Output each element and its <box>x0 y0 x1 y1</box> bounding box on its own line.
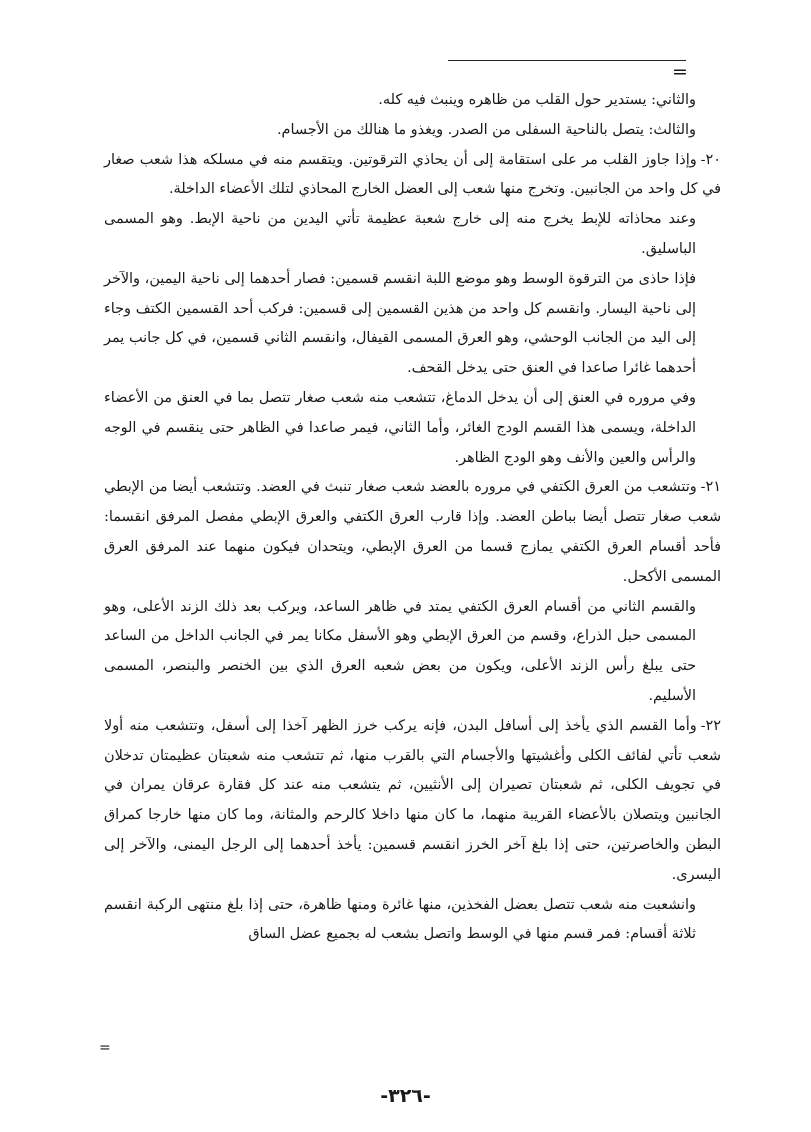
paragraph-text: والقسم الثاني من أقسام العرق الكتفي يمتد في ظاهر الساعد، ويركب بعد ذلك الزند الأعلى، وهو المسمى حبل الذراع، وقسم من العرق الإبطي وهو الأسفل مكانا يمر في الجانب الداخل من الساعد حتى يبلغ رأس الزند الأعلى، ويكون من بعض شعبه العرق الذي بين الخنصر والبنصر، المسمى الأسليم. <box>104 598 696 704</box>
paragraph-text: وعند محاذاته للإبط يخرج منه إلى خارج شعبة عظيمة تأتي اليدين من ناحية الإبط. وهو المسمى الباسليق. <box>104 211 696 257</box>
numbered-paragraph-22 <box>104 712 721 891</box>
paragraph-text: فإذا حاذى من الترقوة الوسط وهو موضع اللبة انقسم قسمين: فصار أحدهما إلى ناحية اليمين، والآخر إلى ناحية اليسار. وانقسم كل واحد من هذين القسمين إلى قسمين: فركب أحد القسمين الكتف وجاء إلى اليد من الجانب الوحشي، وهو العرق المسمى القيفال، وانقسم الثاني قسمين، في كل جانب يمر أحدهما غائرا صاعدا في العنق حتى يدخل القحف. <box>104 270 696 377</box>
paragraph <box>104 86 696 116</box>
header-rule <box>448 60 686 61</box>
paragraph <box>104 384 696 473</box>
paragraph-text: وإذا جاوز القلب مر على استقامة إلى أن يحاذي الترقوتين. ويتقسم منه في مسلكه هذا شعب صغار في كل واحد من الجانبين. وتخرج منها شعب إلى العضل الخارج المحاذي لتلك الأعضاء الداخلة. <box>104 151 721 198</box>
section-number: ٢١- <box>700 479 721 496</box>
paragraph <box>104 891 696 951</box>
page-number: -٣٢٦- <box>380 1085 431 1107</box>
paragraph-text: والثالث: يتصل بالناحية السفلى من الصدر. ويغذو ما هنالك من الأجسام. <box>276 121 696 138</box>
numbered-paragraph-20 <box>104 146 721 206</box>
paragraph-text: وأما القسم الذي يأخذ إلى أسافل البدن، فإنه يركب خرز الظهر آخذا إلى أسفل، وتتشعب منه أولا شعب تأتي لفائف الكلى وأغشيتها والأجسام التي بالقرب منها، ثم تتشعب منه شعبتان عظيمتان تدخلان في تجويف الكلى، ثم شعبتان تصيران إلى الأنثيين، ثم يتشعب منه عند كل فقارة عرقان يمران في الجانبين ويتصلان بالأعضاء القريبة منهما، ما كان منها داخلا كالرحم والمثانة، وما كان منها خارجا كمراق البطن والخاصرتين، حتى إذا بلغ آخر الخرز انقسم قسمين: يأخذ أحدهما إلى الرجل اليمنى، والآخر إلى اليسرى. <box>104 717 721 883</box>
paragraph-text: وتتشعب من العرق الكتفي في مروره بالعضد شعب صغار تنبث في العضد. وتتشعب أيضا من الإبطي شعب صغار تتصل أيضا بباطن العضد. وإذا قارب العرق الكتفي والعرق الإبطي مفصل المرفق انقسما: فأحد أقسام العرق الكتفي يمازج قسما من العرق الإبطي، ويتحدان فيكون منهما عند المرفق العرق المسمى الأكحل. <box>104 479 721 585</box>
section-number: ٢٢- <box>700 717 721 734</box>
paragraph <box>104 205 696 265</box>
paragraph-text: والثاني: يستدير حول القلب من ظاهره وينبث فيه كله. <box>378 92 696 108</box>
paragraph <box>104 265 696 384</box>
continuation-mark: = <box>99 1040 111 1056</box>
paragraph-text: وانشعبت منه شعب تتصل بعضل الفخذين، منها غائرة ومنها ظاهرة، حتى إذا بلغ منتهى الركبة انقسم ثلاثة أقسام: فمر قسم منها في الوسط واتصل بشعب له بجميع عضل الساق <box>104 896 696 943</box>
numbered-paragraph-21 <box>104 473 721 592</box>
section-number: ٢٠- <box>700 151 721 168</box>
body-text <box>104 86 721 950</box>
paragraph-text: وفي مروره في العنق إلى أن يدخل الدماغ، تتشعب منه شعب صغار تتصل بما في العنق من الأعضاء الداخلة، ويسمى هذا القسم الودج الغائر، وأما الثاني، فيمر صاعدا في الظاهر حتى ينقسم في الوجه والرأس والعين والأنف وهو الودج الظاهر. <box>104 389 696 466</box>
paragraph <box>104 593 696 712</box>
paragraph <box>104 116 696 146</box>
header-corner-mark: = <box>672 61 688 83</box>
